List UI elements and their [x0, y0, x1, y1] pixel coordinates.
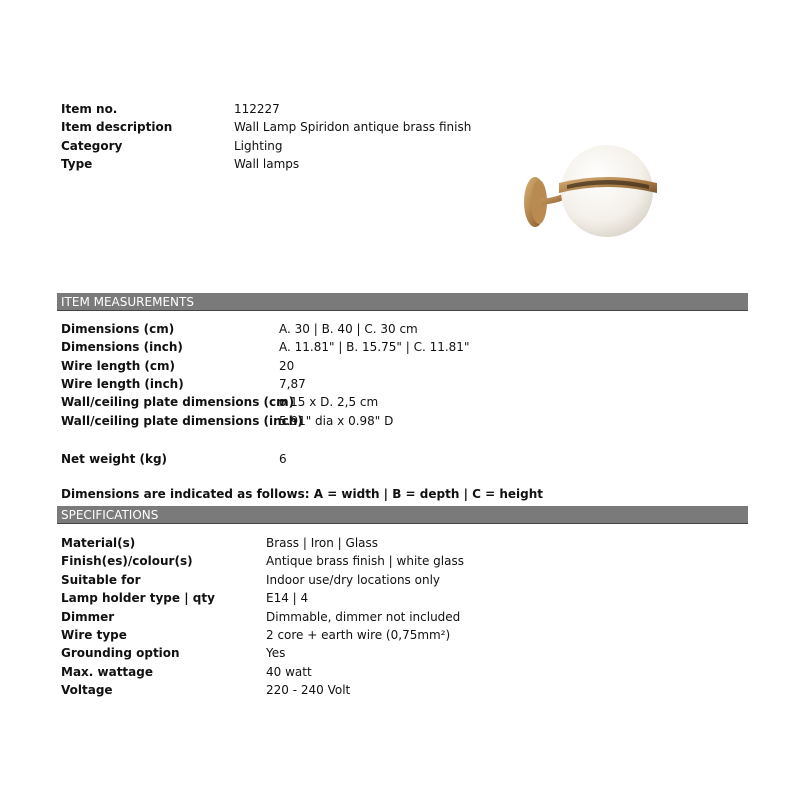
field-value: 5.91" dia x 0.98" D: [279, 414, 394, 428]
field-label: Voltage: [61, 683, 113, 697]
field-value: 220 - 240 Volt: [266, 683, 351, 697]
field-label: Grounding option: [61, 646, 180, 660]
field-label: Item description: [61, 120, 173, 134]
dimensions-note: Dimensions are indicated as follows: A = width | B = depth | C = height: [61, 487, 544, 501]
field-value: Brass | Iron | Glass: [266, 536, 379, 550]
field-label: Category: [61, 139, 123, 153]
section-header-specifications: SPECIFICATIONS: [57, 506, 748, 524]
section-header-measurements: ITEM MEASUREMENTS: [57, 293, 748, 311]
field-label: Suitable for: [61, 573, 141, 587]
field-value: 112227: [234, 102, 280, 116]
field-value: Wall Lamp Spiridon antique brass finish: [234, 120, 472, 134]
field-value: 2 core + earth wire (0,75mm²): [266, 628, 451, 642]
field-label: Dimmer: [61, 610, 115, 624]
field-label: Wire type: [61, 628, 127, 642]
field-label: Wall/ceiling plate dimensions (inch): [61, 414, 303, 428]
field-label: Finish(es)/colour(s): [61, 554, 193, 568]
field-value: Indoor use/dry locations only: [266, 573, 441, 587]
field-value: 6: [279, 452, 287, 466]
field-label: Material(s): [61, 536, 136, 550]
field-label: Lamp holder type | qty: [61, 591, 215, 605]
field-label: Wire length (cm): [61, 359, 176, 373]
field-label: Wall/ceiling plate dimensions (cm): [61, 395, 295, 409]
field-value: E14 | 4: [266, 591, 309, 605]
field-value: 20: [279, 359, 295, 373]
field-value: Lighting: [234, 139, 283, 153]
field-label: Item no.: [61, 102, 118, 116]
field-value: Yes: [266, 646, 286, 660]
field-label: Dimensions (cm): [61, 322, 175, 336]
field-value: A. 30 | B. 40 | C. 30 cm: [279, 322, 418, 336]
field-label: Max. wattage: [61, 665, 153, 679]
product-image: [515, 135, 665, 250]
field-value: A. 11.81" | B. 15.75" | C. 11.81": [279, 340, 470, 354]
field-label: Wire length (inch): [61, 377, 184, 391]
field-value: Wall lamps: [234, 157, 300, 171]
field-value: ø 15 x D. 2,5 cm: [279, 395, 379, 409]
field-label: Type: [61, 157, 93, 171]
field-value: Antique brass finish | white glass: [266, 554, 464, 568]
field-value: 40 watt: [266, 665, 312, 679]
field-value: 7,87: [279, 377, 306, 391]
field-label: Dimensions (inch): [61, 340, 183, 354]
field-label: Net weight (kg): [61, 452, 168, 466]
field-value: Dimmable, dimmer not included: [266, 610, 461, 624]
